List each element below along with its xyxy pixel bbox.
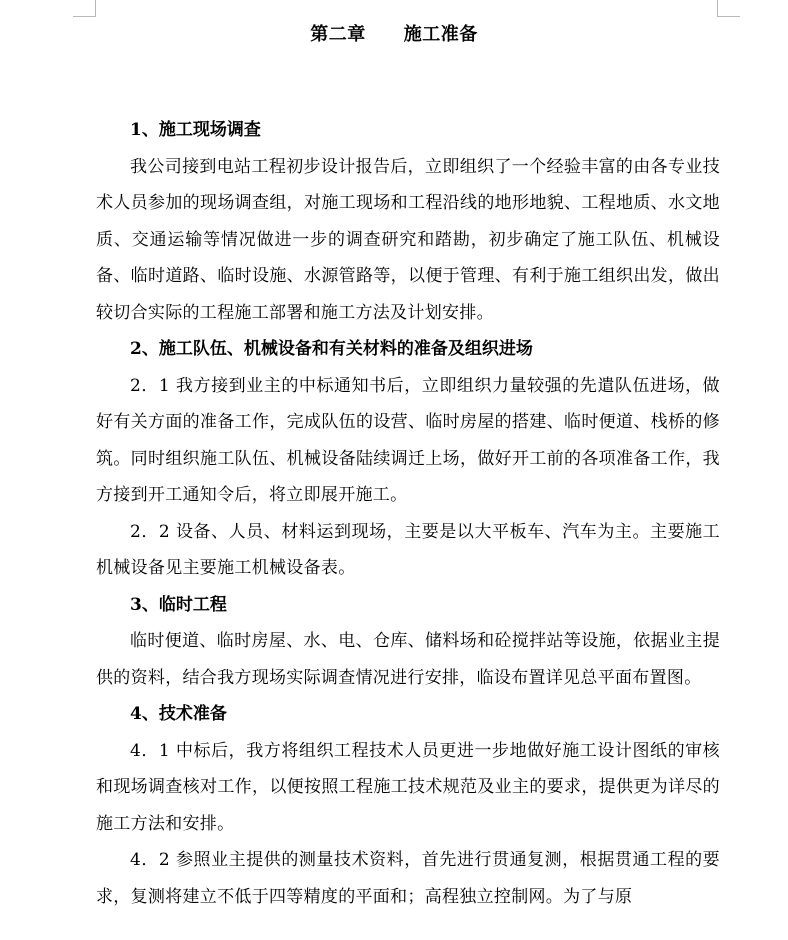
document-body <box>96 112 720 915</box>
page-corner-mark-top-right <box>717 0 740 17</box>
paragraph: 临时便道、临时房屋、水、电、仓库、储料场和砼搅拌站等设施，依据业主提供的资料，结合我方现场实际调查情况进行安排，临设布置详见总平面布置图。 <box>96 631 720 688</box>
chapter-number: 第二章 <box>310 24 366 45</box>
section-heading: 1、施工现场调查 <box>130 120 261 140</box>
paragraph: 4．1 中标后，我方将组织工程技术人员更进一步地做好施工设计图纸的审核和现场调查核对工作，以便按照工程施工技术规范及业主的要求，提供更为详尽的施工方法和安排。 <box>96 740 720 834</box>
section-temporary-works <box>96 587 720 697</box>
paragraph: 我公司接到电站工程初步设计报告后，立即组织了一个经验丰富的由各专业技术人员参加的现场调查组，对施工现场和工程沿线的地形地貌、工程地质、水文地质、交通运输等情况做进一步的调查研究和踏勘，初步确定了施工队伍、机械设备、临时道路、临时设施、水源管路等，以便于管理、有利于施工组织出发，做出较切合实际的工程施工部署和施工方法及计划安排。 <box>96 156 720 323</box>
section-technical-preparation <box>96 696 720 915</box>
section-team-equipment <box>96 331 720 587</box>
chapter-title <box>0 20 788 46</box>
section-heading: 4、技术准备 <box>130 704 227 724</box>
paragraph: 2．1 我方接到业主的中标通知书后，立即组织力量较强的先遣队伍进场，做好有关方面的准备工作，完成队伍的设营、临时房屋的搭建、临时便道、栈桥的修筑。同时组织施工队伍、机械设备陆续调迁上场，做好开工前的各项准备工作，我方接到开工通知令后，将立即展开施工。 <box>96 375 720 505</box>
paragraph: 4．2 参照业主提供的测量技术资料，首先进行贯通复测，根据贯通工程的要求，复测将建立不低于四等精度的平面和；高程独立控制网。为了与原 <box>96 850 720 907</box>
chapter-name: 施工准备 <box>403 24 478 45</box>
page-corner-mark-top-left <box>73 0 96 17</box>
section-heading: 3、临时工程 <box>130 594 227 615</box>
section-heading: 2、施工队伍、机械设备和有关材料的准备及组织进场 <box>130 339 533 359</box>
paragraph: 2．2 设备、人员、材料运到现场，主要是以大平板车、汽车为主。主要施工机械设备见主要施工机械设备表。 <box>96 521 720 578</box>
section-site-survey <box>96 112 720 331</box>
